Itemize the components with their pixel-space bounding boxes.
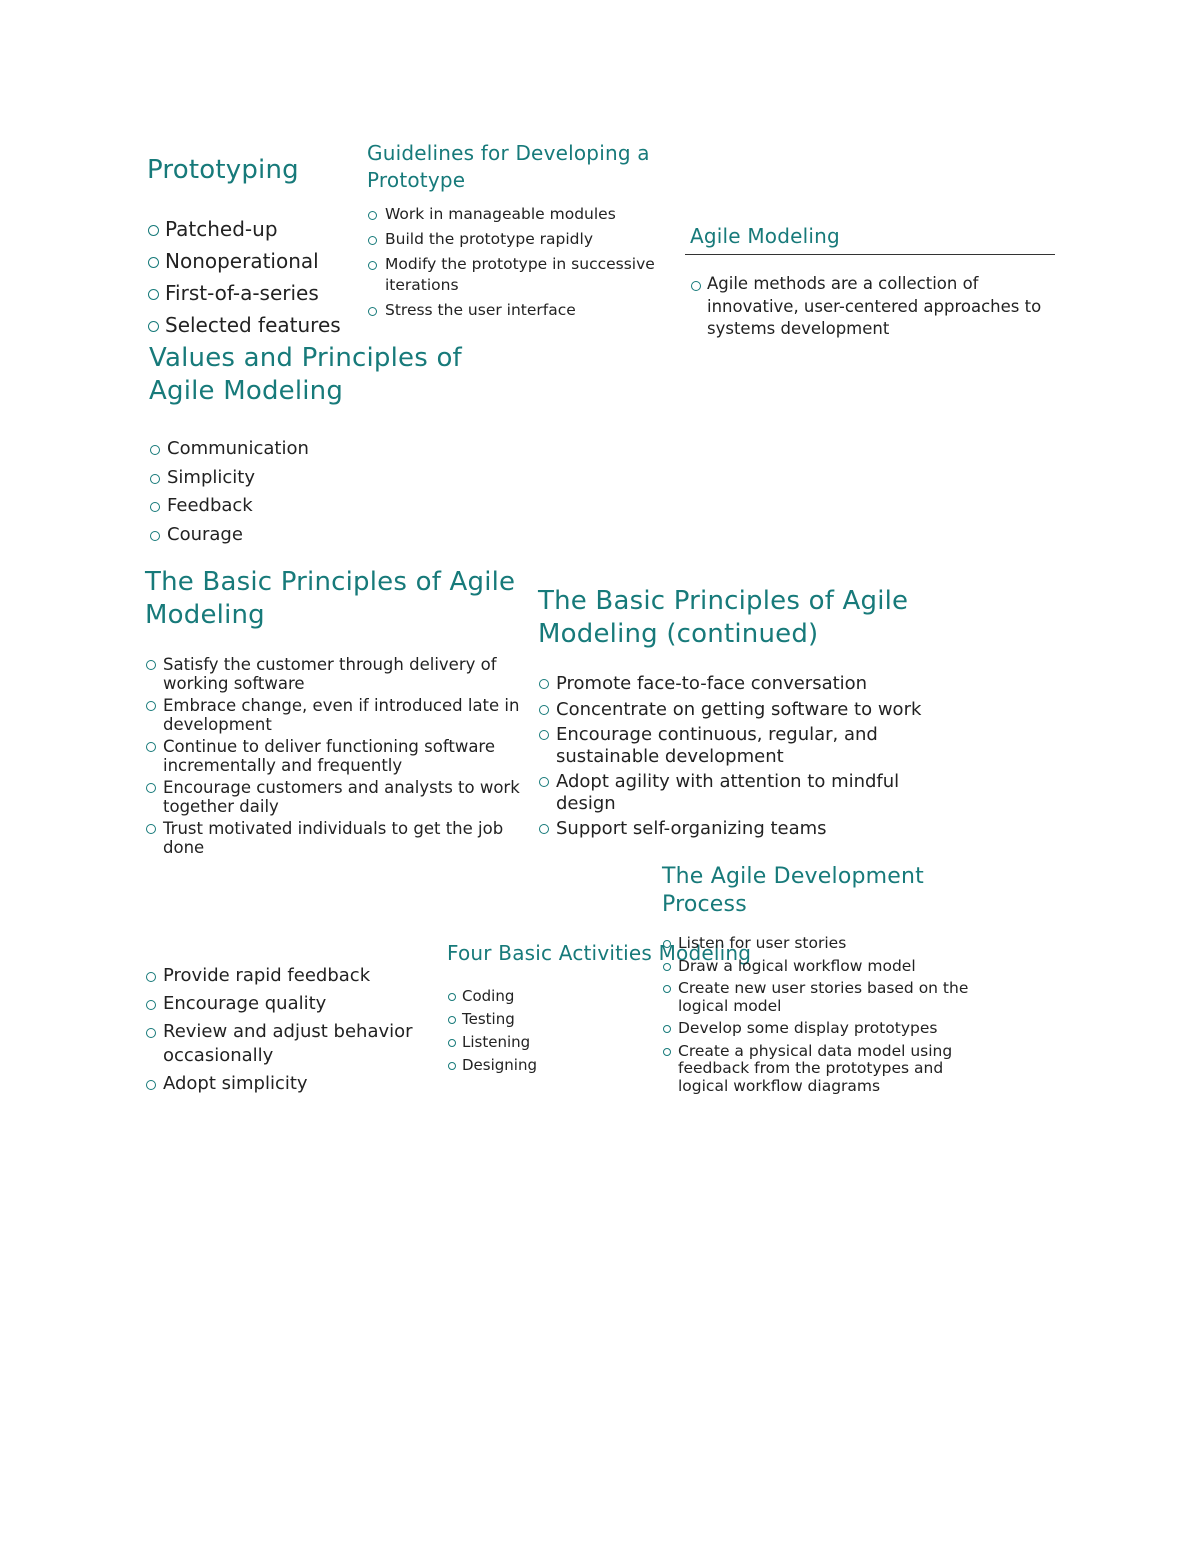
list-item: Develop some display prototypes — [662, 1020, 992, 1038]
list-item: Adopt agility with attention to mindful design — [538, 771, 928, 814]
list-item: Adopt simplicity — [145, 1072, 445, 1096]
list-item: Coding — [447, 985, 662, 1008]
list-item: Encourage customers and analysts to work together daily — [145, 779, 535, 816]
list-item: Stress the user interface — [367, 300, 687, 321]
list-item: Concentrate on getting software to work — [538, 699, 928, 721]
list-item: Communication — [149, 435, 499, 464]
list-item: Designing — [447, 1054, 662, 1077]
list-item: Draw a logical workflow model — [662, 958, 992, 976]
list-item: Courage — [149, 521, 499, 550]
list-item: Listen for user stories — [662, 935, 992, 953]
list-item: Promote face-to-face conversation — [538, 673, 928, 695]
extra-principles-list — [145, 964, 445, 1096]
list-item: Embrace change, even if introduced late in development — [145, 697, 535, 734]
extra-principles-section — [145, 964, 445, 1100]
basic-principles-title: The Basic Principles of Agile Modeling — [145, 567, 516, 630]
values-section — [149, 342, 499, 549]
basic-principles-section — [145, 566, 535, 861]
prototyping-title: Prototyping — [147, 155, 299, 185]
list-item: Create a physical data model using feedback from the prototypes and logical workflow diagrams — [662, 1043, 992, 1096]
list-item: Provide rapid feedback — [145, 964, 445, 988]
list-item: Modify the prototype in successive iterations — [367, 254, 687, 296]
prototyping-list — [147, 213, 362, 341]
four-activities-section — [447, 940, 752, 1077]
guidelines-title: Guidelines for Developing a Prototype — [367, 141, 650, 192]
prototyping-section — [147, 155, 362, 341]
list-item: Continue to deliver functioning software incrementally and frequently — [145, 738, 535, 775]
basic-principles-continued-title: The Basic Principles of Agile Modeling (continued) — [538, 586, 909, 649]
list-item: Build the prototype rapidly — [367, 229, 687, 250]
dev-process-section — [662, 863, 992, 1100]
dev-process-title: The Agile Development Process — [662, 864, 924, 917]
list-item: Work in manageable modules — [367, 204, 687, 225]
dev-process-list — [662, 935, 992, 1095]
list-item: Testing — [447, 1008, 662, 1031]
four-activities-title: Four Basic Activities Modeling — [447, 941, 752, 965]
list-item: Trust motivated individuals to get the job done — [145, 820, 535, 857]
basic-principles-continued-section — [538, 585, 928, 844]
basic-principles-list — [145, 656, 535, 857]
agile-modeling-section — [685, 222, 1055, 341]
list-item: Patched-up — [147, 213, 362, 245]
list-item: First-of-a-series — [147, 277, 362, 309]
list-item: Satisfy the customer through delivery of working software — [145, 656, 535, 693]
guidelines-section — [367, 140, 687, 325]
values-list — [149, 435, 499, 549]
list-item: Selected features — [147, 309, 362, 341]
list-item: Nonoperational — [147, 245, 362, 277]
values-title: Values and Principles of Agile Modeling — [149, 343, 462, 406]
list-item: Encourage quality — [145, 992, 445, 1016]
agile-modeling-title: Agile Modeling — [685, 222, 1055, 255]
list-item: Agile methods are a collection of innovative, user-centered approaches to systems development — [685, 273, 1055, 341]
agile-modeling-list — [685, 273, 1055, 341]
list-item: Simplicity — [149, 464, 499, 493]
guidelines-list — [367, 204, 687, 321]
basic-principles-continued-list — [538, 673, 928, 840]
four-activities-list — [447, 985, 662, 1077]
list-item: Encourage continuous, regular, and sustainable development — [538, 724, 928, 767]
list-item: Create new user stories based on the logical model — [662, 980, 992, 1015]
list-item: Listening — [447, 1031, 662, 1054]
list-item: Feedback — [149, 492, 499, 521]
list-item: Review and adjust behavior occasionally — [145, 1020, 445, 1068]
list-item: Support self-organizing teams — [538, 818, 928, 840]
